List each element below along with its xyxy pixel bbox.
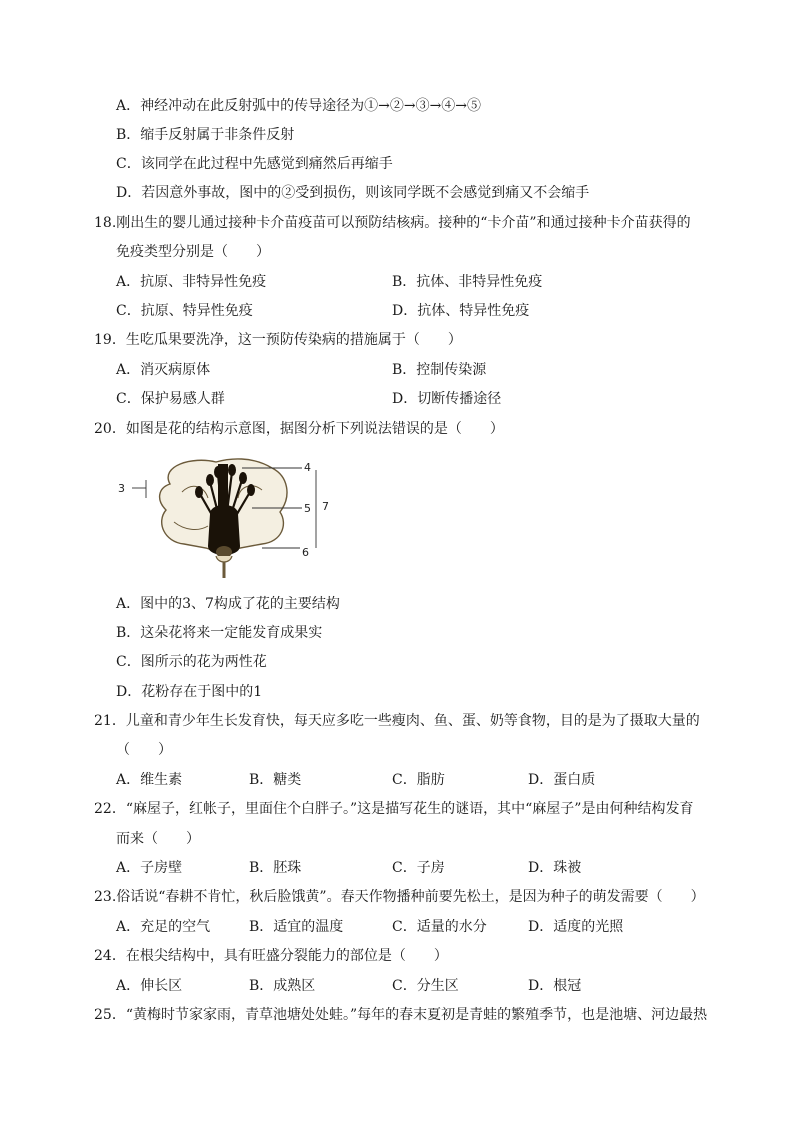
q22-option-a: A．子房壁 bbox=[116, 860, 183, 876]
figure-label-4: 4 bbox=[304, 461, 311, 474]
q23-option-c: C．适量的水分 bbox=[392, 919, 487, 935]
q20-stem: 20．如图是花的结构示意图，据图分析下列说法错误的是（ ） bbox=[94, 421, 504, 437]
q17-option-d: D．若因意外事故，图中的②受到损伤，则该同学既不会感觉到痛又不会缩手 bbox=[116, 185, 590, 201]
flower-structure-figure bbox=[112, 452, 348, 582]
q21-option-d: D．蛋白质 bbox=[528, 772, 596, 788]
figure-label-7: 7 bbox=[322, 500, 329, 513]
q20-option-b: B．这朵花将来一定能发育成果实 bbox=[116, 625, 323, 641]
q18-option-d: D．抗体、特异性免疫 bbox=[392, 303, 530, 319]
q22-stem-line1: 22．“麻屋子，红帐子，里面住个白胖子。”这是描写花生的谜语，其中“麻屋子”是由何种结构发育 bbox=[94, 801, 694, 817]
q18-option-a: A．抗原、非特异性免疫 bbox=[116, 274, 267, 290]
q23-option-a: A．充足的空气 bbox=[116, 919, 211, 935]
q21-stem-line2: （ ） bbox=[116, 742, 172, 758]
q18-stem-line1: 18.刚出生的婴儿通过接种卡介苗疫苗可以预防结核病。接种的“卡介苗”和通过接种卡介苗获得的 bbox=[94, 215, 691, 231]
figure-label-5: 5 bbox=[304, 502, 311, 515]
q19-stem: 19．生吃瓜果要洗净，这一预防传染病的措施属于（ ） bbox=[94, 332, 462, 348]
q17-option-b: B．缩手反射属于非条件反射 bbox=[116, 127, 295, 143]
q21-stem-line1: 21．儿童和青少年生长发育快，每天应多吃一些瘦肉、鱼、蛋、奶等食物，目的是为了摄取大量的 bbox=[94, 713, 700, 729]
q23-stem: 23.俗话说“春耕不肯忙，秋后脸饿黄”。春天作物播种前要先松土，是因为种子的萌发需要（ ） bbox=[94, 889, 705, 905]
q19-option-c: C．保护易感人群 bbox=[116, 391, 225, 407]
q21-option-a: A．维生素 bbox=[116, 772, 183, 788]
q24-option-d: D．根冠 bbox=[528, 978, 582, 994]
q23-option-d: D．适度的光照 bbox=[528, 919, 624, 935]
q18-option-c: C．抗原、特异性免疫 bbox=[116, 303, 253, 319]
q22-option-c: C．子房 bbox=[392, 860, 445, 876]
figure-label-3: 3 bbox=[118, 482, 125, 495]
q20-option-c: C．图所示的花为两性花 bbox=[116, 654, 267, 670]
q19-option-d: D．切断传播途径 bbox=[392, 391, 502, 407]
q25-stem-line1: 25．“黄梅时节家家雨，青草池塘处处蛙。”每年的春末夏初是青蛙的繁殖季节，也是池塘、河边最热 bbox=[94, 1007, 708, 1023]
q18-option-b: B．抗体、非特异性免疫 bbox=[392, 274, 543, 290]
q24-stem: 24．在根尖结构中，具有旺盛分裂能力的部位是（ ） bbox=[94, 948, 448, 964]
q21-option-c: C．脂肪 bbox=[392, 772, 445, 788]
q22-option-d: D．珠被 bbox=[528, 860, 582, 876]
q18-stem-line2: 免疫类型分别是（ ） bbox=[116, 244, 270, 260]
q22-stem-line2: 而来（ ） bbox=[116, 831, 200, 847]
q23-option-b: B．适宜的温度 bbox=[249, 919, 344, 935]
q17-option-a: A．神经冲动在此反射弧中的传导途径为①→②→③→④→⑤ bbox=[116, 98, 482, 114]
q19-option-a: A．消灭病原体 bbox=[116, 362, 211, 378]
q20-option-d: D．花粉存在于图中的1 bbox=[116, 684, 263, 700]
q19-option-b: B．控制传染源 bbox=[392, 362, 487, 378]
q17-option-c: C．该同学在此过程中先感觉到痛然后再缩手 bbox=[116, 156, 393, 172]
figure-label-6: 6 bbox=[302, 546, 309, 559]
q22-option-b: B．胚珠 bbox=[249, 860, 302, 876]
q20-option-a: A．图中的3、7构成了花的主要结构 bbox=[116, 596, 340, 612]
q21-option-b: B．糖类 bbox=[249, 772, 302, 788]
q24-option-b: B．成熟区 bbox=[249, 978, 316, 994]
q24-option-c: C．分生区 bbox=[392, 978, 459, 994]
q24-option-a: A．伸长区 bbox=[116, 978, 183, 994]
